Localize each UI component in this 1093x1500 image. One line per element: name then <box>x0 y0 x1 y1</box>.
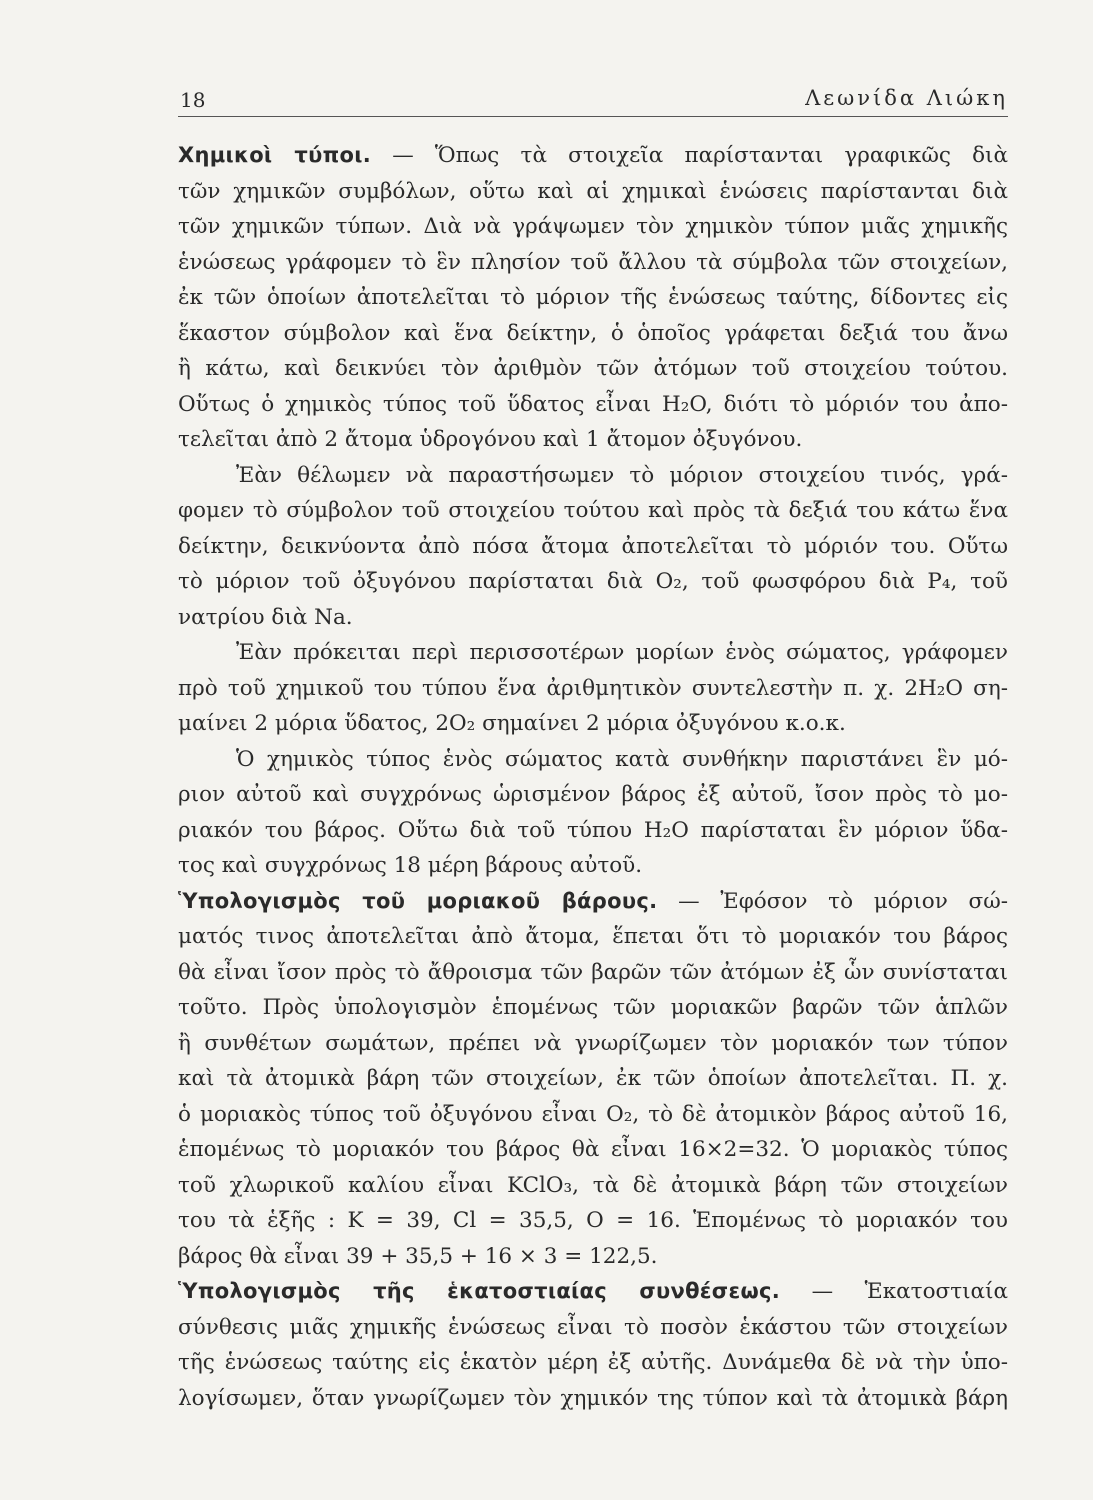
text-line <box>178 422 1008 458</box>
line-text: του τὰ ἑξῆς : K = 39, Cl = 35,5, O = 16. Ἑπομένως τὸ μοριακόν του <box>178 1208 1008 1233</box>
line-text: καὶ τὰ ἀτομικὰ βάρη τῶν στοιχείων, ἐκ τῶν ὁποίων ἀποτελεῖται. Π. χ. <box>178 1066 1008 1091</box>
section-heading: Ὑπολογισμὸς τῆς ἑκατοστιαίας συνθέσεως. <box>178 1279 781 1303</box>
text-line <box>178 1310 1008 1346</box>
text-line <box>178 1345 1008 1381</box>
line-text: Ἐὰν πρόκειται περὶ περισσοτέρων μορίων ἑνὸς σώματος, γράφομεν <box>236 640 1008 665</box>
text-line <box>178 1026 1008 1062</box>
text-line <box>178 1203 1008 1239</box>
line-text: θὰ εἶναι ἴσον πρὸς τὸ ἄθροισμα τῶν βαρῶν τῶν ἀτόμων ἐξ ὧν συνίσταται <box>178 959 1008 985</box>
text-line <box>178 848 1008 884</box>
line-text: ματός τινος ἀποτελεῖται ἀπὸ ἄτομα, ἕπεται ὅτι τὸ μοριακόν του βάρος <box>178 924 1008 949</box>
text-line <box>178 564 1008 600</box>
text-line <box>178 777 1008 813</box>
line-text: σύνθεσις μιᾶς χημικῆς ἑνώσεως εἶναι τὸ ποσὸν ἑκάστου τῶν στοιχείων <box>178 1314 1008 1340</box>
line-text: ἑνώσεως γράφομεν τὸ ἓν πλησίον τοῦ ἄλλου τὰ σύμβολα τῶν στοιχείων, <box>178 249 1008 275</box>
line-text: τὸ μόριον τοῦ ὀξυγόνου παρίσταται διὰ O₂, τοῦ φωσφόρου διὰ P₄, τοῦ <box>178 569 1008 594</box>
line-text: τοῦτο. Πρὸς ὑπολογισμὸν ἑπομένως τῶν μοριακῶν βαρῶν τῶν ἁπλῶν <box>178 995 1008 1020</box>
section-heading: Ὑπολογισμὸς τοῦ μοριακοῦ βάρους. <box>178 888 658 913</box>
text-line <box>178 387 1008 423</box>
page-header <box>178 82 1008 117</box>
line-text: ἢ συνθέτων σωμάτων, πρέπει νὰ γνωρίζωμεν τὸν μοριακόν των τύπον <box>178 1030 1008 1056</box>
text-line <box>178 742 1008 778</box>
text-line <box>178 635 1008 671</box>
line-text: τοῦ χλωρικοῦ καλίου εἶναι KClO₃, τὰ δὲ ἀτομικὰ βάρη τῶν στοιχείων <box>178 1172 1008 1198</box>
line-text: τος καὶ συγχρόνως 18 μέρη βάρους αὐτοῦ. <box>178 853 643 878</box>
line-text: δείκτην, δεικνύοντα ἀπὸ πόσα ἄτομα ἀποτελεῖται τὸ μόριόν του. Οὕτω <box>178 533 1008 559</box>
line-text: νατρίου διὰ Na. <box>178 604 353 630</box>
text-line <box>178 1132 1008 1168</box>
text-line <box>178 955 1008 991</box>
line-text: Οὕτως ὁ χημικὸς τύπος τοῦ ὕδατος εἶναι H₂O, διότι τὸ μόριόν του ἀπο- <box>178 391 1008 417</box>
line-text: ριακόν του βάρος. Οὕτω διὰ τοῦ τύπου H₂O παρίσταται ἓν μόριον ὕδα- <box>178 817 1008 843</box>
body-text <box>178 138 1008 1416</box>
line-text: — Ἐφόσον τὸ μόριον σώ- <box>657 888 1008 914</box>
line-text: λογίσωμεν, ὅταν γνωρίζωμεν τὸν χημικόν της τύπον καὶ τὰ ἀτομικὰ βάρη <box>178 1385 1008 1411</box>
line-text: βάρος θὰ εἶναι 39 + 35,5 + 16 × 3 = 122,5. <box>178 1243 658 1269</box>
line-text: ριον αὐτοῦ καὶ συγχρόνως ὡρισμένον βάρος ἐξ αὐτοῦ, ἴσον πρὸς τὸ μο- <box>178 782 1008 807</box>
line-text: ἑπομένως τὸ μοριακόν του βάρος θὰ εἶναι 16×2=32. Ὁ μοριακὸς τύπος <box>178 1137 1008 1162</box>
text-line <box>178 990 1008 1026</box>
text-line <box>178 174 1008 210</box>
text-line <box>178 529 1008 565</box>
section-heading: Χημικοὶ τύποι. <box>178 143 371 167</box>
running-head: Λεωνίδα Λιώκη <box>805 86 1008 110</box>
line-text: μαίνει 2 μόρια ὕδατος, 2O₂ σημαίνει 2 μόρια ὀξυγόνου κ.ο.κ. <box>178 711 846 736</box>
text-line <box>178 1097 1008 1133</box>
text-line <box>178 813 1008 849</box>
text-line <box>178 458 1008 494</box>
text-line <box>178 280 1008 316</box>
text-line <box>178 245 1008 281</box>
text-line <box>178 671 1008 707</box>
text-line <box>178 1381 1008 1417</box>
text-line <box>178 600 1008 636</box>
line-text: πρὸ τοῦ χημικοῦ του τύπου ἕνα ἀριθμητικὸν συντελεστὴν π. χ. 2H₂O ση- <box>178 675 1008 701</box>
line-text: ἕκαστον σύμβολον καὶ ἕνα δείκτην, ὁ ὁποῖος γράφεται δεξιά του ἄνω <box>178 320 1008 346</box>
line-text: ἢ κάτω, καὶ δεικνύει τὸν ἀριθμὸν τῶν ἀτόμων τοῦ στοιχείου τούτου. <box>178 356 1008 381</box>
line-text: τῆς ἑνώσεως ταύτης εἰς ἑκατὸν μέρη ἐξ αὐτῆς. Δυνάμεθα δὲ νὰ τὴν ὑπο- <box>178 1350 1008 1375</box>
text-line <box>178 919 1008 955</box>
line-text: — Ὅπως τὰ στοιχεῖα παρίστανται γραφικῶς διὰ <box>370 143 1008 168</box>
line-text: ἐκ τῶν ὁποίων ἀποτελεῖται τὸ μόριον τῆς ἑνώσεως ταύτης, δίδοντες εἰς <box>178 285 1008 310</box>
text-line <box>178 1061 1008 1097</box>
text-line <box>178 138 1008 174</box>
line-text: ὁ μοριακὸς τύπος τοῦ ὀξυγόνου εἶναι O₂, τὸ δὲ ἀτομικὸν βάρος αὐτοῦ 16, <box>178 1101 1008 1127</box>
text-line <box>178 1239 1008 1275</box>
line-text: φομεν τὸ σύμβολον τοῦ στοιχείου τούτου καὶ πρὸς τὰ δεξιά του κάτω ἕνα <box>178 498 1008 523</box>
line-text: τῶν χημικῶν συμβόλων, οὕτω καὶ αἱ χημικαὶ ἑνώσεις παρίστανται διὰ <box>178 178 1008 204</box>
text-line <box>178 1274 1008 1310</box>
line-text: — Ἑκατοστιαία <box>780 1279 1008 1304</box>
line-text: Ὁ χημικὸς τύπος ἑνὸς σώματος κατὰ συνθήκην παριστάνει ἓν μό- <box>236 746 1008 772</box>
text-line <box>178 706 1008 742</box>
line-text: τελεῖται ἀπὸ 2 ἄτομα ὑδρογόνου καὶ 1 ἄτομον ὀξυγόνου. <box>178 427 803 452</box>
page-number: 18 <box>180 88 206 112</box>
line-text: τῶν χημικῶν τύπων. Διὰ νὰ γράψωμεν τὸν χημικὸν τύπον μιᾶς χημικῆς <box>178 214 1008 239</box>
text-line <box>178 493 1008 529</box>
text-line <box>178 1168 1008 1204</box>
text-line <box>178 884 1008 920</box>
text-line <box>178 351 1008 387</box>
line-text: Ἐὰν θέλωμεν νὰ παραστήσωμεν τὸ μόριον στοιχείου τινός, γρά- <box>236 462 1008 488</box>
text-line <box>178 316 1008 352</box>
text-line <box>178 209 1008 245</box>
